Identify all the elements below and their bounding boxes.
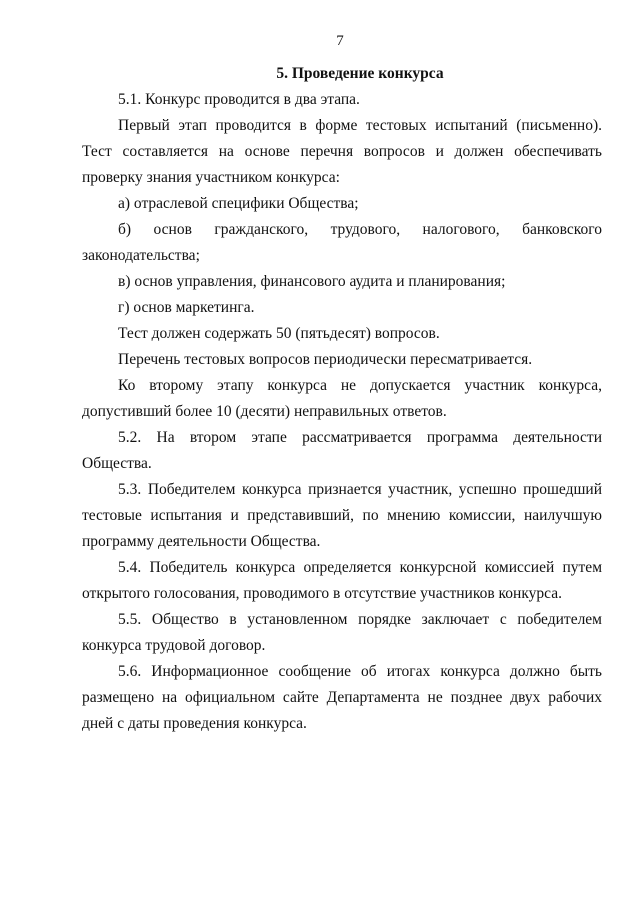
list-item-a: а) отраслевой специфики Общества;: [118, 195, 359, 212]
paragraph-5-3: 5.3. Победителем конкурса признается участник, успешно прошедший тестовые испытания и представивший, по мнению комиссии, наилучшую программу деятельности Общества.: [82, 481, 602, 550]
list-item-b: б) основ гражданского, трудового, налогового, банковского законодательства;: [82, 221, 602, 264]
paragraph-first-stage: Первый этап проводится в форме тестовых испытаний (письменно). Тест составляется на основе перечня вопросов и должен обеспечивать проверку знания участником конкурса:: [82, 117, 602, 186]
paragraph-test-size: Тест должен содержать 50 (пятьдесят) вопросов.: [118, 325, 440, 342]
paragraph-5-1: 5.1. Конкурс проводится в два этапа.: [118, 91, 360, 108]
paragraph-second-stage-admission: Ко второму этапу конкурса не допускается участник конкурса, допустивший более 10 (десяти) неправильных ответов.: [82, 377, 602, 420]
page-number: 7: [336, 33, 344, 49]
paragraph-5-2: 5.2. На втором этапе рассматривается программа деятельности Общества.: [82, 429, 602, 472]
paragraph-5-4: 5.4. Победитель конкурса определяется конкурсной комиссией путем открытого голосования, проводимого в отсутствие участников конкурса.: [82, 559, 602, 602]
paragraph-5-5: 5.5. Общество в установленном порядке заключает с победителем конкурса трудовой договор.: [82, 611, 602, 654]
document-body: [82, 87, 602, 737]
list-item-g: г) основ маркетинга.: [118, 299, 255, 316]
section-title: 5. Проведение конкурса: [276, 65, 444, 82]
list-item-v: в) основ управления, финансового аудита и планирования;: [118, 273, 506, 290]
paragraph-test-review: Перечень тестовых вопросов периодически пересматривается.: [118, 351, 533, 368]
paragraph-5-6: 5.6. Информационное сообщение об итогах конкурса должно быть размещено на официальном сайте Департамента не позднее двух рабочих дней с даты проведения конкурса.: [82, 663, 602, 732]
